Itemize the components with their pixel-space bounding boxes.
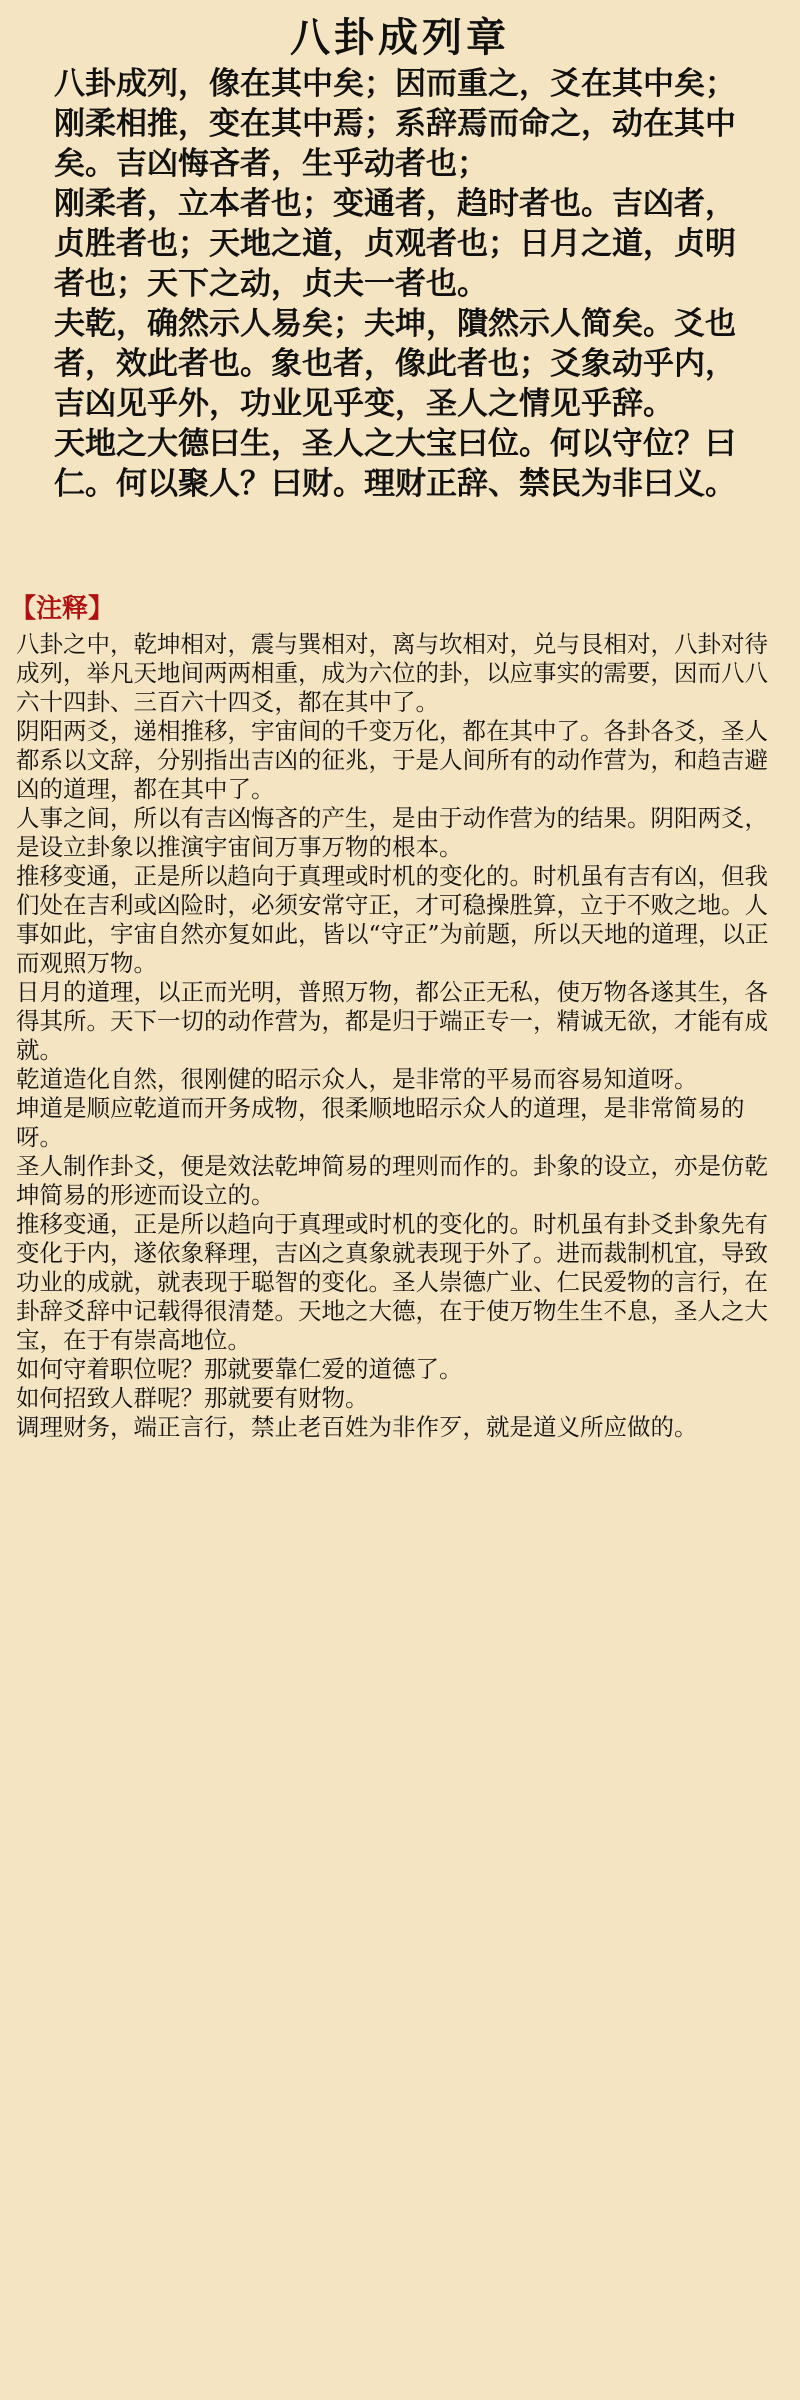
- note-paragraph: 坤道是顺应乾道而开务成物，很柔顺地昭示众人的道理，是非常简易的呀。: [16, 1094, 745, 1151]
- note-paragraph: 如何招致人群呢？那就要有财物。: [16, 1384, 369, 1412]
- note-paragraph: 日月的道理，以正而光明，普照万物，都公正无私，使万物各遂其生，各得其所。天下一切的动作营为，都是归于端正专一，精诚无欲，才能有成就。: [16, 978, 768, 1064]
- page-title: 八卦成列章: [290, 15, 510, 61]
- note-paragraph: 阴阳两爻，递相推移，宇宙间的千变万化，都在其中了。各卦各爻，圣人都系以文辞，分别指出吉凶的征兆，于是人间所有的动作营为，和趋吉避凶的道理，都在其中了。: [16, 717, 768, 803]
- original-paragraph: 天地之大德曰生，圣人之大宝曰位。何以守位？曰仁。何以聚人？曰财。理财正辞、禁民为非曰义。: [54, 426, 736, 502]
- note-paragraph: 如何守着职位呢？那就要靠仁爱的道德了。: [16, 1355, 463, 1383]
- note-paragraph: 乾道造化自然，很刚健的昭示众人，是非常的平易而容易知道呀。: [16, 1065, 698, 1093]
- original-text: [54, 64, 764, 504]
- original-paragraph: 夫乾，确然示人易矣；夫坤，隤然示人简矣。爻也者，效此者也。象也者，像此者也；爻象动乎内，吉凶见乎外，功业见乎变，圣人之情见乎辞。: [54, 306, 736, 422]
- original-paragraph: 八卦成列，像在其中矣；因而重之，爻在其中矣；刚柔相推，变在其中焉；系辞焉而命之，动在其中矣。吉凶悔吝者，生乎动者也；: [54, 66, 736, 182]
- note-paragraph: 圣人制作卦爻，便是效法乾坤简易的理则而作的。卦象的设立，亦是仿乾坤简易的形迹而设立的。: [16, 1152, 768, 1209]
- note-paragraph: 八卦之中，乾坤相对，震与巽相对，离与坎相对，兑与艮相对，八卦对待成列，举凡天地间两两相重，成为六位的卦，以应事实的需要，因而八八六十四卦、三百六十四爻，都在其中了。: [16, 630, 768, 716]
- notes-heading: 【注释】: [10, 594, 115, 624]
- note-paragraph: 推移变通，正是所以趋向于真理或时机的变化的。时机虽有卦爻卦象先有变化于内，遂依象释理，吉凶之真象就表现于外了。进而裁制机宜，导致功业的成就，就表现于聪智的变化。圣人崇德广业、仁民爱物的言行，在卦辞爻辞中记载得很清楚。天地之大德，在于使万物生生不息，圣人之大宝，在于有崇高地位。: [16, 1210, 768, 1354]
- note-paragraph: 人事之间，所以有吉凶悔吝的产生，是由于动作营为的结果。阴阳两爻，是设立卦象以推演宇宙间万事万物的根本。: [16, 804, 768, 861]
- note-paragraph: 推移变通，正是所以趋向于真理或时机的变化的。时机虽有吉有凶，但我们处在吉利或凶险时，必须安常守正，才可稳操胜算，立于不败之地。人事如此，宇宙自然亦复如此，皆以“守正”为前题，所以天地的道理，以正而观照万物。: [16, 862, 769, 977]
- note-paragraph: 调理财务，端正言行，禁止老百姓为非作歹，就是道义所应做的。: [16, 1413, 698, 1441]
- notes-section: [16, 630, 782, 1442]
- original-paragraph: 刚柔者，立本者也；变通者，趋时者也。吉凶者，贞胜者也；天地之道，贞观者也；日月之道，贞明者也；天下之动，贞夫一者也。: [54, 186, 736, 302]
